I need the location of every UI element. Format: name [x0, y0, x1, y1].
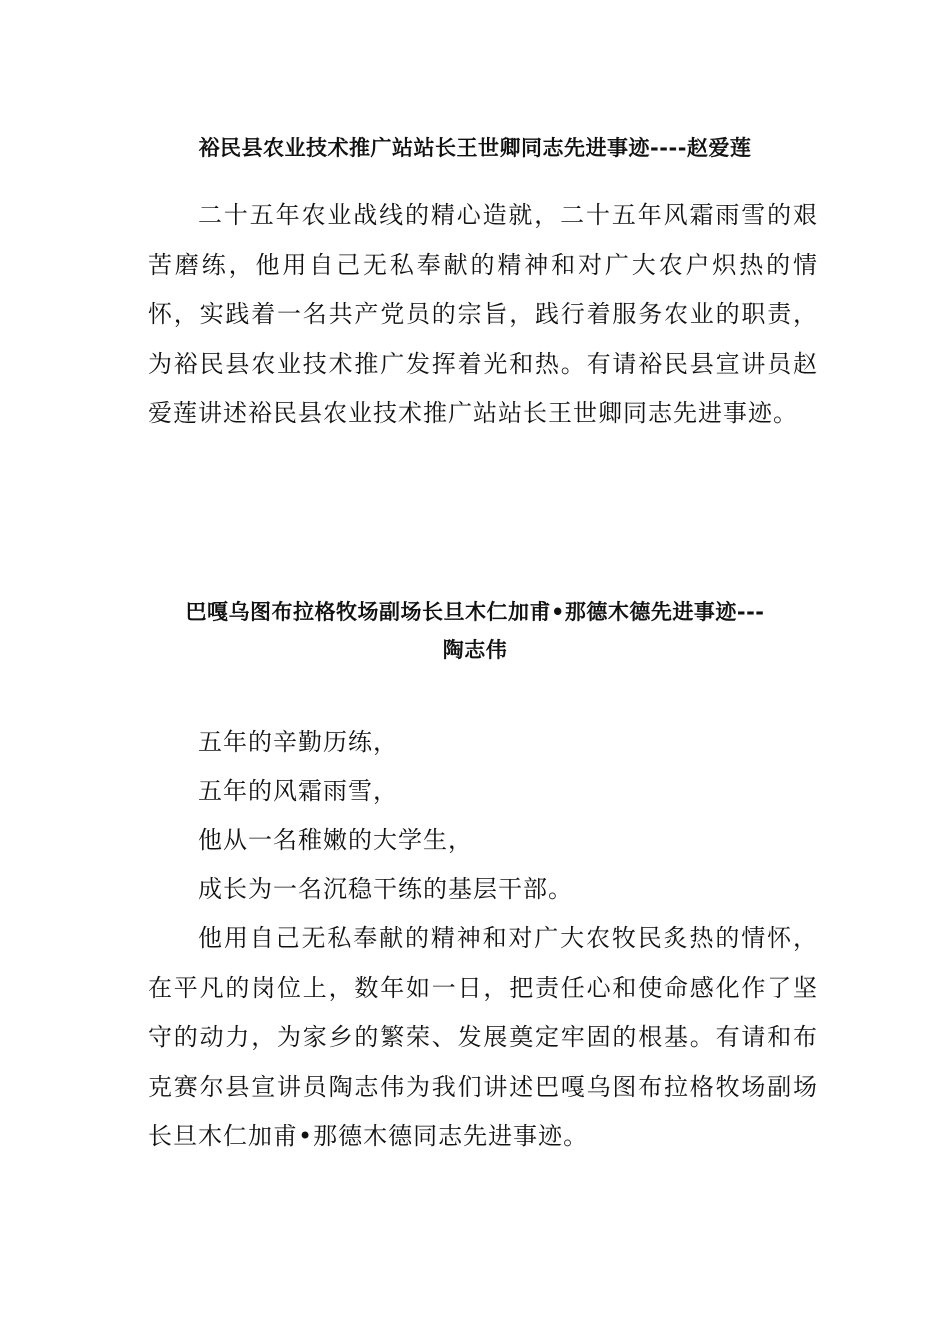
section-2-title-line-2: 陶志伟 — [442, 638, 508, 662]
verse-line: 他从一名稚嫩的大学生， — [198, 826, 473, 854]
section-2-title — [130, 593, 820, 669]
verse-line: 成长为一名沉稳干练的基层干部。 — [198, 875, 573, 903]
verse-line: 五年的辛勤历练， — [198, 728, 398, 756]
section-2-paragraph: 他用自己无私奉献的精神和对广大农牧民炙热的情怀，在平凡的岗位上，数年如一日，把责任心和使命感化作了坚守的动力，为家乡的繁荣、发展奠定牢固的根基。有请和布克赛尔县宣讲员陶志伟为我们讲述巴嘎乌图布拉格牧场副场长旦木仁加甫•那德木德同志先进事迹。 — [148, 924, 818, 1150]
section-1-title: 裕民县农业技术推广站站长王世卿同志先进事迹----赵爱莲 — [198, 136, 752, 160]
section-2-body — [148, 718, 818, 1162]
section-1-paragraph: 二十五年农业战线的精心造就，二十五年风霜雨雪的艰苦磨练，他用自己无私奉献的精神和对广大农户炽热的情怀，实践着一名共产党员的宗旨，践行着服务农业的职责，为裕民县农业技术推广发挥着光和热。有请裕民县宣讲员赵爱莲讲述裕民县农业技术推广站站长王世卿同志先进事迹。 — [148, 201, 818, 427]
section-2-title-line-1: 巴嘎乌图布拉格牧场副场长旦木仁加甫•那德木德先进事迹--- — [185, 600, 765, 624]
section-1-body — [148, 191, 818, 439]
verse-line: 五年的风霜雨雪， — [198, 777, 398, 805]
